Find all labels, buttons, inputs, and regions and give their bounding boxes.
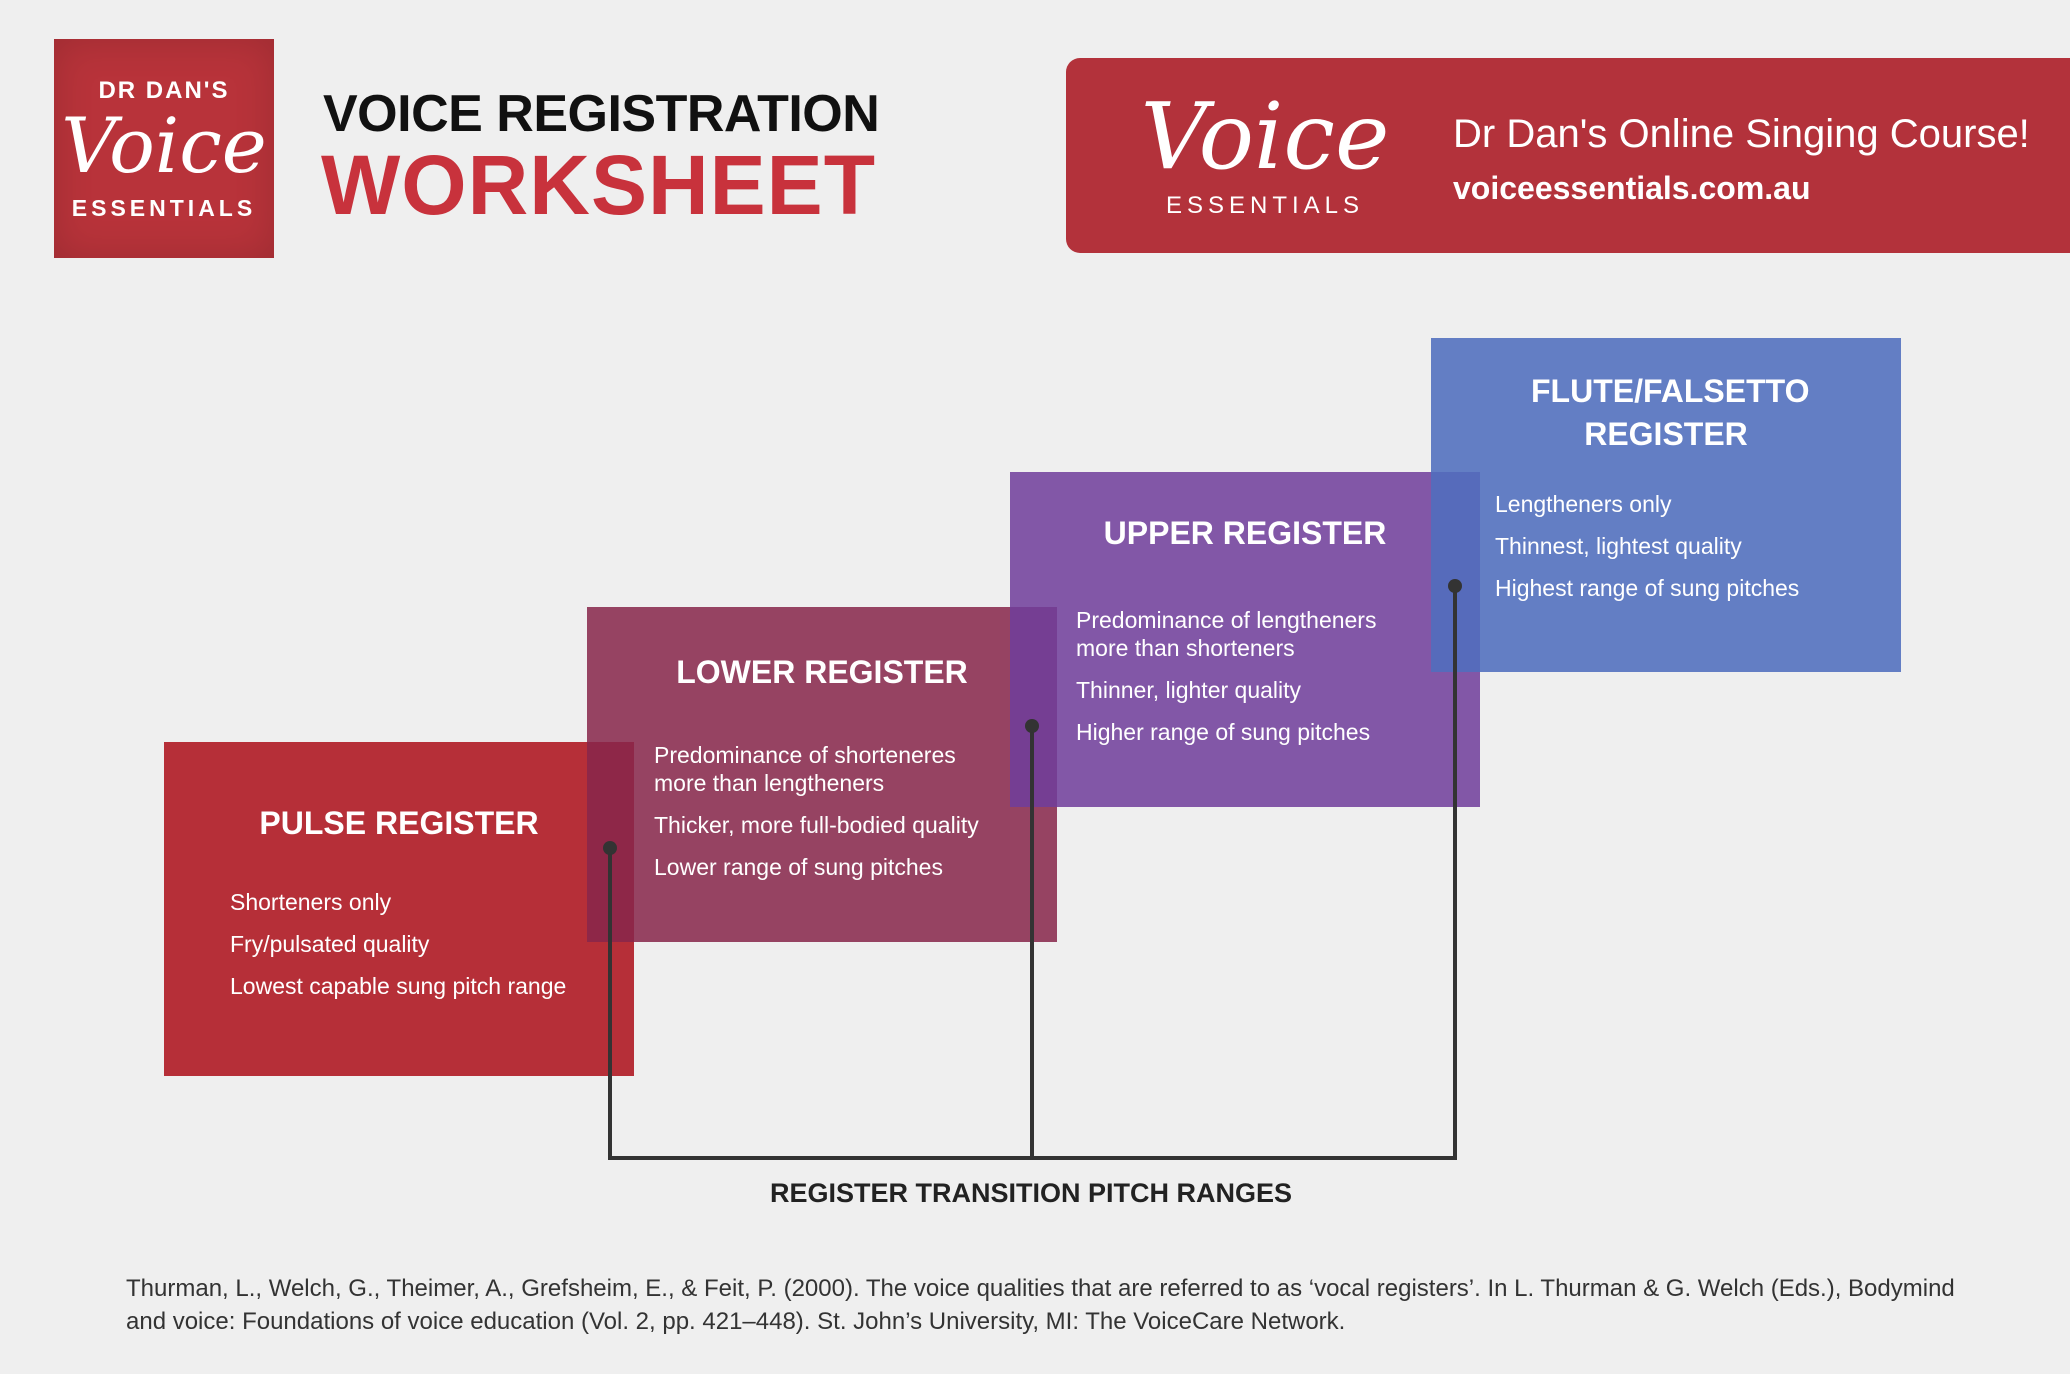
page-title-line2: WORKSHEET <box>321 138 876 232</box>
banner-logo-script: Voice <box>1140 83 1390 190</box>
banner-logo-sub: ESSENTIALS <box>1165 192 1365 219</box>
flute-falsetto-register-box <box>1431 338 1901 672</box>
logo-script-text: Voice <box>61 101 267 190</box>
register-item: Thinnest, lightest quality <box>1495 533 1742 559</box>
register-item: Thicker, more full-bodied quality <box>654 812 979 838</box>
register-item: Predominance of lengtheners more than shorteners <box>1076 607 1377 661</box>
register-item: Lengtheners only <box>1495 491 1672 517</box>
logo-top-text: DR DAN'S <box>98 77 230 104</box>
lower-register-box <box>587 607 1057 942</box>
course-banner[interactable] <box>1066 58 2070 253</box>
register-item: Higher range of sung pitches <box>1076 719 1371 745</box>
register-item: Lowest capable sung pitch range <box>230 973 567 999</box>
register-item: Highest range of sung pitches <box>1495 575 1800 601</box>
register-title: FLUTE/FALSETTO REGISTER <box>1531 373 1810 452</box>
banner-course-text: Dr Dan's Online Singing Course! <box>1453 112 2030 156</box>
logo-bottom-text: ESSENTIALS <box>71 195 257 221</box>
register-title: LOWER REGISTER <box>676 654 968 690</box>
register-title: UPPER REGISTER <box>1103 515 1387 551</box>
upper-register-box <box>1010 472 1480 807</box>
brand-logo <box>54 39 274 258</box>
pulse-register-box <box>164 742 634 1076</box>
register-items <box>1076 606 1416 760</box>
register-title: PULSE REGISTER <box>259 805 539 841</box>
page-title-line1: VOICE REGISTRATION <box>323 85 880 143</box>
transition-label: REGISTER TRANSITION PITCH RANGES <box>769 1178 1293 1208</box>
banner-url-link[interactable]: voiceessentials.com.au <box>1453 170 1811 206</box>
citation-text: Thurman, L., Welch, G., Theimer, A., Grefsheim, E., & Feit, P. (2000). The voice qualities that are referred to as ‘vocal registers’. In L. Thurman & G. Welch (Eds.), Bodymind and voice: Foundations of voice education (Vol. 2, pp. 421–448). St. John’s University, MI: The VoiceCare Network. <box>126 1275 1955 1335</box>
register-item: Thinner, lighter quality <box>1076 677 1302 703</box>
register-items <box>230 888 566 1014</box>
register-item: Fry/pulsated quality <box>230 931 430 957</box>
register-items <box>654 741 984 895</box>
register-item: Predominance of shorteneres more than lengtheners <box>654 742 956 796</box>
register-item: Lower range of sung pitches <box>654 854 943 880</box>
register-item: Shorteners only <box>230 889 392 915</box>
register-items <box>1495 490 1799 616</box>
